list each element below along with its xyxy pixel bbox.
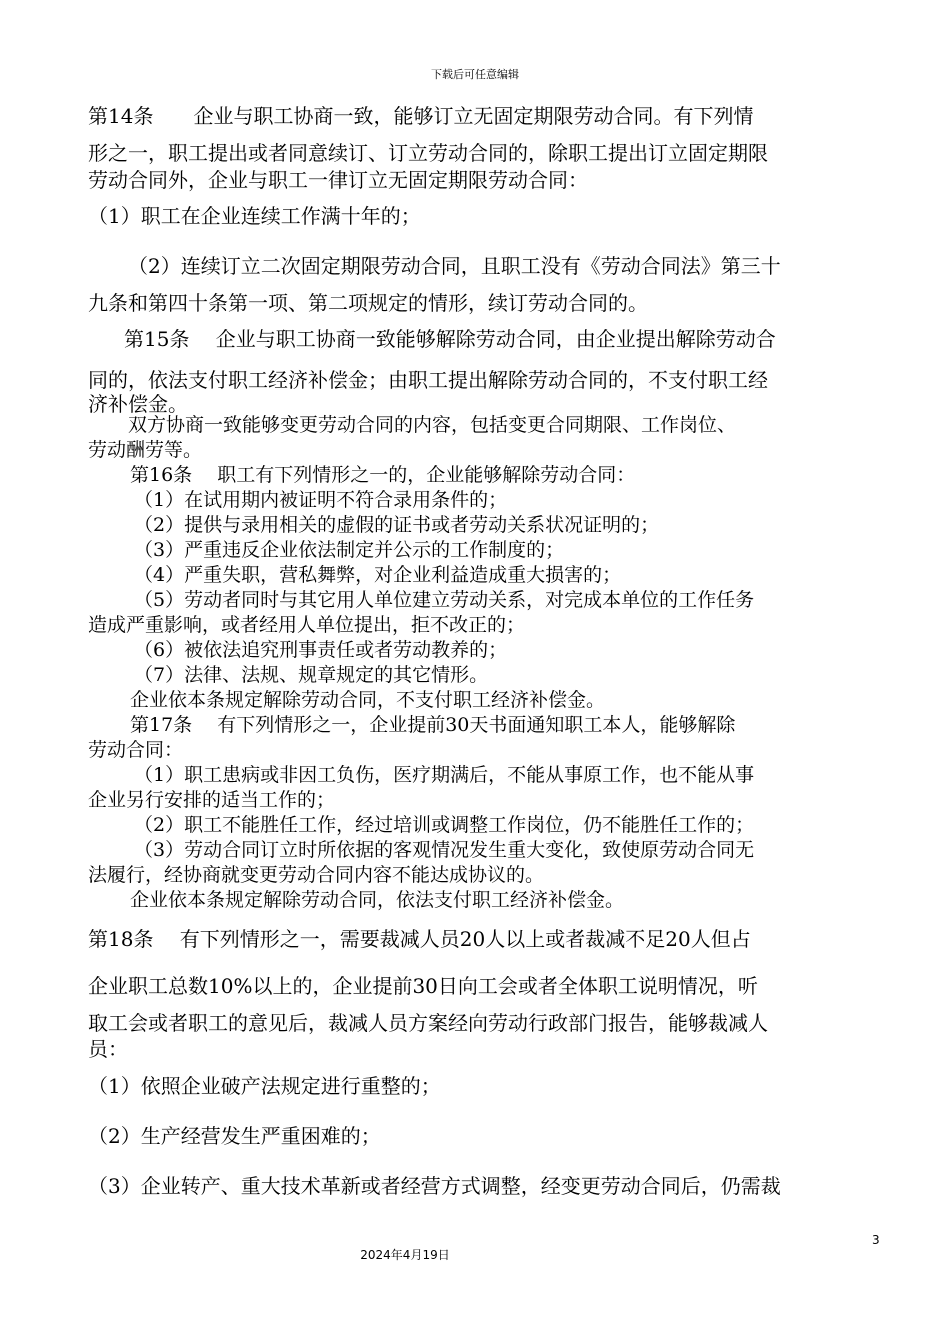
paragraph-line: 企业另行安排的适当工作的； (88, 789, 336, 811)
paragraph-line: 第17条 有下列情形之一，企业提前30天书面通知职工本人，能够解除 (130, 714, 736, 736)
page-header: 下载后可任意编辑 (431, 68, 519, 81)
paragraph-line: （1）职工在企业连续工作满十年的； (88, 204, 421, 228)
paragraph-line: （1）在试用期内被证明不符合录用条件的； (134, 489, 508, 511)
paragraph-line: （7）法律、法规、规章规定的其它情形。 (134, 664, 489, 686)
paragraph-line: （4）严重失职，营私舞弊，对企业利益造成重大损害的； (134, 564, 622, 586)
paragraph-line: 企业职工总数10%以上的，企业提前30日向工会或者全体职工说明情况，听 (88, 974, 758, 998)
paragraph-line: （3）劳动合同订立时所依据的客观情况发生重大变化，致使原劳动合同无 (134, 839, 755, 861)
paragraph-line: （6）被依法追究刑事责任或者劳动教养的； (134, 639, 508, 661)
paragraph-line: （3）企业转产、重大技术革新或者经营方式调整，经变更劳动合同后，仍需裁 (88, 1174, 781, 1198)
paragraph-line: 取工会或者职工的意见后，裁减人员方案经向劳动行政部门报告，能够裁减人 (88, 1011, 768, 1035)
paragraph-line: 第15条 企业与职工协商一致能够解除劳动合同，由企业提出解除劳动合 (124, 327, 776, 351)
paragraph-line: 劳动酬劳等。 (88, 439, 203, 461)
paragraph-line: （1）职工患病或非因工负伤，医疗期满后，不能从事原工作，也不能从事 (134, 764, 755, 786)
paragraph-line: （2）职工不能胜任工作，经过培训或调整工作岗位，仍不能胜任工作的； (134, 814, 755, 836)
paragraph-line: 企业依本条规定解除劳动合同，不支付职工经济补偿金。 (130, 689, 606, 711)
paragraph-line: （5）劳动者同时与其它用人单位建立劳动关系，对完成本单位的工作任务 (134, 589, 755, 611)
footer-date: 2024年4月19日 (360, 1248, 450, 1262)
paragraph-line: （2）提供与录用相关的虚假的证书或者劳动关系状况证明的； (134, 514, 660, 536)
paragraph-line: 法履行，经协商就变更劳动合同内容不能达成协议的。 (88, 864, 545, 886)
paragraph-line: 九条和第四十条第一项、第二项规定的情形，续订劳动合同的。 (88, 291, 648, 315)
paragraph-line: 第14条 企业与职工协商一致，能够订立无固定期限劳动合同。有下列情 (88, 104, 754, 128)
paragraph-line: 员： (88, 1037, 128, 1061)
paragraph-line: （2）生产经营发生严重困难的； (88, 1124, 381, 1148)
paragraph-line: 第16条 职工有下列情形之一的，企业能够解除劳动合同： (130, 464, 636, 486)
paragraph-line: 劳动合同： (88, 739, 184, 761)
paragraph-line: 造成严重影响，或者经用人单位提出，拒不改正的； (88, 614, 526, 636)
paragraph-line: 劳动合同外，企业与职工一律订立无固定期限劳动合同： (88, 168, 588, 192)
paragraph-line: 同的，依法支付职工经济补偿金；由职工提出解除劳动合同的，不支付职工经 (88, 368, 768, 392)
paragraph-line: （2）连续订立二次固定期限劳动合同，且职工没有《劳动合同法》第三十 (128, 254, 781, 278)
paragraph-line: （1）依照企业破产法规定进行重整的； (88, 1074, 441, 1098)
paragraph-line: 企业依本条规定解除劳动合同，依法支付职工经济补偿金。 (130, 889, 625, 911)
paragraph-line: 第18条 有下列情形之一，需要裁减人员20人以上或者裁减不足20人但占 (88, 927, 751, 951)
page-number: 3 (872, 1233, 880, 1247)
paragraph-line: （3）严重违反企业依法制定并公示的工作制度的； (134, 539, 565, 561)
paragraph-line: 形之一，职工提出或者同意续订、订立劳动合同的，除职工提出订立固定期限 (88, 141, 768, 165)
paragraph-line: 双方协商一致能够变更劳动合同的内容，包括变更合同期限、工作岗位、 (128, 414, 737, 436)
paragraph-line: 济补偿金。 (88, 392, 188, 416)
